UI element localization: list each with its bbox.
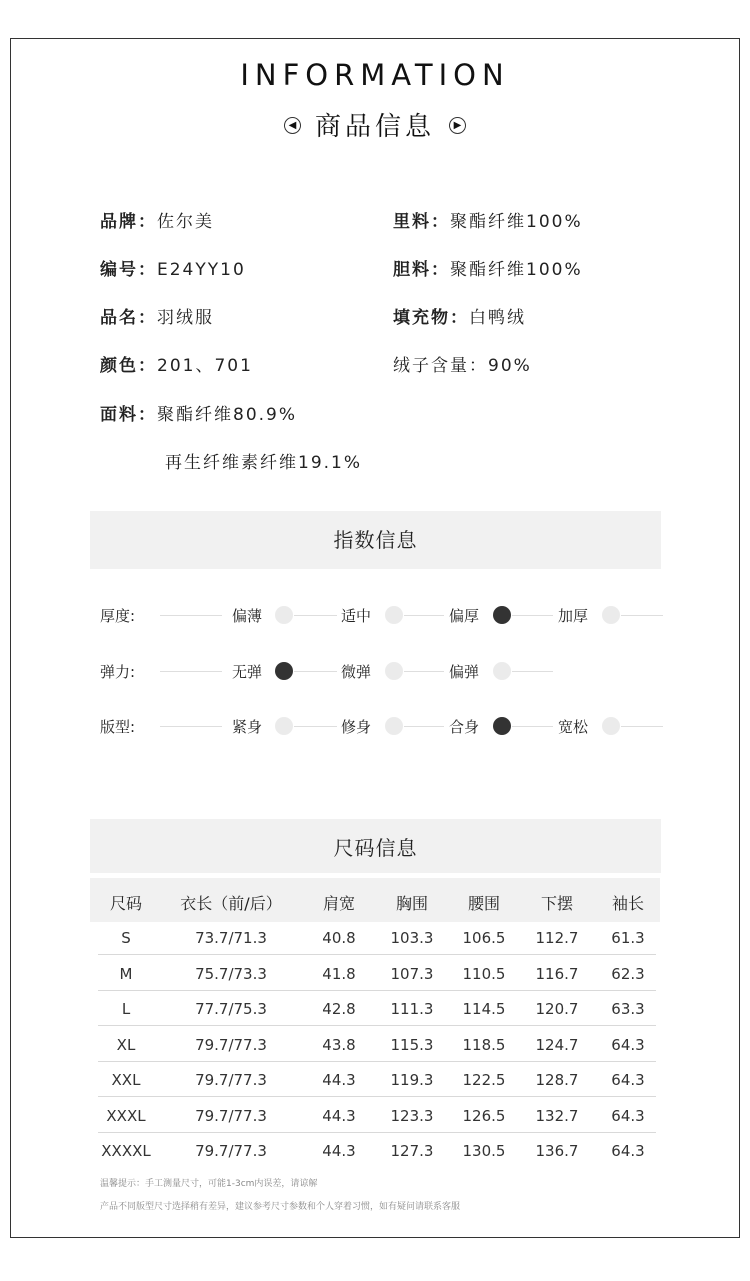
index-connector-line xyxy=(621,615,663,616)
spec-brand xyxy=(100,207,214,232)
size-table-cell: 75.7/73.3 xyxy=(195,964,267,983)
size-table-cell: 62.3 xyxy=(611,964,645,983)
index-dot xyxy=(602,606,620,624)
spec-inner xyxy=(393,255,583,280)
size-table-cell: 119.3 xyxy=(390,1071,434,1089)
index-dot-selected xyxy=(275,662,293,680)
size-table-cell: 136.7 xyxy=(535,1142,579,1160)
spec-lining-value: 聚酯纤维100% xyxy=(450,212,583,232)
size-table-cell: 64.3 xyxy=(611,1035,645,1054)
size-table-cell: 44.3 xyxy=(322,1106,356,1125)
size-table-cell: 44.3 xyxy=(322,1071,356,1089)
index-connector-line xyxy=(512,726,553,727)
size-table-cell: 64.3 xyxy=(611,1106,645,1125)
title-chinese-text: 商品信息 xyxy=(314,112,435,142)
size-table-cell: XL xyxy=(116,1035,136,1054)
spec-inner-value: 聚酯纤维100% xyxy=(450,260,583,280)
size-table-cell: 63.3 xyxy=(611,1000,645,1018)
size-header-cell: 腰围 xyxy=(467,894,500,913)
spec-inner-key: 胆料： xyxy=(393,260,450,280)
spec-color-value: 201、701 xyxy=(157,356,253,376)
index-connector-line xyxy=(294,726,337,727)
size-table-cell: 123.3 xyxy=(390,1106,434,1125)
spec-lining xyxy=(393,207,583,232)
size-table-cell: 64.3 xyxy=(611,1142,645,1160)
spec-fabric-key: 面料： xyxy=(100,405,157,425)
size-note-1: 温馨提示：手工测量尺寸，可能1-3cm内误差，请谅解 xyxy=(100,1179,318,1189)
index-row-label: 弹力: xyxy=(100,663,136,681)
size-table-cell: L xyxy=(121,1000,131,1018)
index-option-label: 偏厚 xyxy=(449,607,480,625)
index-connector-line xyxy=(512,671,553,672)
size-table-cell: XXXL xyxy=(106,1106,146,1125)
size-section-title: 尺码信息 xyxy=(90,819,661,873)
size-table-cell: XXXXL xyxy=(101,1142,151,1160)
index-dot xyxy=(275,606,293,624)
size-row-divider xyxy=(98,1061,656,1062)
size-table-cell: 41.8 xyxy=(322,964,356,983)
arrow-right-icon: ▶ xyxy=(449,117,466,134)
spec-down-key: 绒子含量： xyxy=(393,356,488,376)
size-table-cell: 107.3 xyxy=(390,964,434,983)
spec-code xyxy=(100,255,246,280)
size-table-cell: 115.3 xyxy=(390,1035,434,1054)
size-header-cell: 尺码 xyxy=(109,894,142,913)
index-connector-line xyxy=(160,671,222,672)
spec-color-key: 颜色： xyxy=(100,356,157,376)
size-table-cell: 120.7 xyxy=(535,1000,579,1018)
size-table-cell: 64.3 xyxy=(611,1071,645,1089)
size-header-cell: 胸围 xyxy=(395,894,428,913)
size-table-cell: 79.7/77.3 xyxy=(195,1106,267,1125)
size-table-cell: 130.5 xyxy=(462,1142,506,1160)
size-row-divider xyxy=(98,1096,656,1097)
spec-fabric xyxy=(100,400,297,425)
size-table-cell: 61.3 xyxy=(611,929,645,947)
size-table-cell: 132.7 xyxy=(535,1106,579,1125)
spec-down-content xyxy=(393,351,532,376)
index-option-label: 微弹 xyxy=(341,663,372,681)
spec-brand-key: 品牌： xyxy=(100,212,157,232)
index-option-label: 合身 xyxy=(449,718,480,736)
index-dot xyxy=(275,717,293,735)
size-table-cell: 79.7/77.3 xyxy=(195,1142,267,1160)
size-table-cell: 112.7 xyxy=(535,929,579,947)
index-dot-selected xyxy=(493,717,511,735)
index-option-label: 偏薄 xyxy=(232,607,263,625)
index-connector-line xyxy=(404,671,444,672)
index-connector-line xyxy=(160,726,222,727)
title-english: INFORMATION xyxy=(240,58,510,92)
size-header-cell: 袖长 xyxy=(611,894,644,913)
index-dot xyxy=(385,662,403,680)
index-row-label: 厚度: xyxy=(100,607,136,625)
arrow-left-icon: ◀ xyxy=(284,117,301,134)
size-table-cell: 111.3 xyxy=(390,1000,434,1018)
size-table-cell: 42.8 xyxy=(322,1000,356,1018)
size-header-cell: 下摆 xyxy=(540,894,573,913)
index-connector-line xyxy=(404,726,444,727)
size-table-cell: 127.3 xyxy=(390,1142,434,1160)
size-row-divider xyxy=(98,990,656,991)
spec-code-value: E24YY10 xyxy=(157,260,246,280)
index-row-label: 版型: xyxy=(100,718,136,736)
index-connector-line xyxy=(621,726,663,727)
size-table-cell: M xyxy=(119,964,133,983)
spec-code-key: 编号： xyxy=(100,260,157,280)
index-option-label: 无弹 xyxy=(232,663,263,681)
index-dot xyxy=(602,717,620,735)
spec-down-value: 90% xyxy=(488,356,532,376)
index-connector-line xyxy=(294,671,337,672)
size-row-divider xyxy=(98,954,656,955)
size-table-cell: 116.7 xyxy=(535,964,579,983)
index-dot-selected xyxy=(493,606,511,624)
size-header-cell: 衣长（前/后） xyxy=(180,894,282,913)
size-table-cell: 79.7/77.3 xyxy=(195,1035,267,1054)
spec-filling-key: 填充物： xyxy=(393,308,469,328)
size-row-divider xyxy=(98,1132,656,1133)
size-table-cell: 77.7/75.3 xyxy=(195,1000,267,1018)
size-table-cell: 40.8 xyxy=(322,929,356,947)
index-dot xyxy=(493,662,511,680)
index-dot xyxy=(385,606,403,624)
index-option-label: 宽松 xyxy=(558,718,589,736)
index-section-title: 指数信息 xyxy=(90,511,661,569)
spec-name xyxy=(100,303,214,328)
size-table-cell: S xyxy=(121,929,131,947)
spec-color xyxy=(100,351,253,376)
size-table-cell: 118.5 xyxy=(462,1035,506,1054)
index-option-label: 修身 xyxy=(341,718,372,736)
size-table-cell: 124.7 xyxy=(535,1035,579,1054)
spec-fabric-value-1: 聚酯纤维80.9% xyxy=(157,405,298,425)
size-table-cell: 106.5 xyxy=(462,929,506,947)
size-table-cell: 73.7/71.3 xyxy=(195,929,267,947)
spec-name-value: 羽绒服 xyxy=(157,308,214,328)
size-table-cell: 103.3 xyxy=(390,929,434,947)
index-option-label: 偏弹 xyxy=(449,663,480,681)
index-option-label: 适中 xyxy=(341,607,372,625)
size-table-cell: 79.7/77.3 xyxy=(195,1071,267,1089)
spec-filling xyxy=(393,303,526,328)
index-connector-line xyxy=(512,615,553,616)
index-option-label: 紧身 xyxy=(232,718,263,736)
size-table-cell: 44.3 xyxy=(322,1142,356,1160)
index-connector-line xyxy=(294,615,337,616)
size-note-2: 产品不同版型尺寸选择稍有差异，建议参考尺寸参数和个人穿着习惯，如有疑问请联系客服 xyxy=(100,1202,461,1212)
spec-filling-value: 白鸭绒 xyxy=(469,308,526,328)
size-row-divider xyxy=(98,1025,656,1026)
index-dot xyxy=(385,717,403,735)
size-table-cell: 126.5 xyxy=(462,1106,506,1125)
size-table-cell: 128.7 xyxy=(535,1071,579,1089)
index-option-label: 加厚 xyxy=(558,607,589,625)
size-table-cell: 122.5 xyxy=(462,1071,506,1089)
size-table-cell: 110.5 xyxy=(462,964,506,983)
index-connector-line xyxy=(160,615,222,616)
title-chinese xyxy=(0,106,750,143)
size-header-cell: 肩宽 xyxy=(322,894,355,913)
size-table-cell: 114.5 xyxy=(462,1000,506,1018)
spec-fabric-value-2: 再生纤维素纤维19.1% xyxy=(165,453,363,473)
spec-name-key: 品名： xyxy=(100,308,157,328)
size-table-cell: XXL xyxy=(111,1071,141,1089)
spec-lining-key: 里料： xyxy=(393,212,450,232)
spec-brand-value: 佐尔美 xyxy=(157,212,214,232)
index-connector-line xyxy=(404,615,444,616)
size-table-cell: 43.8 xyxy=(322,1035,356,1054)
